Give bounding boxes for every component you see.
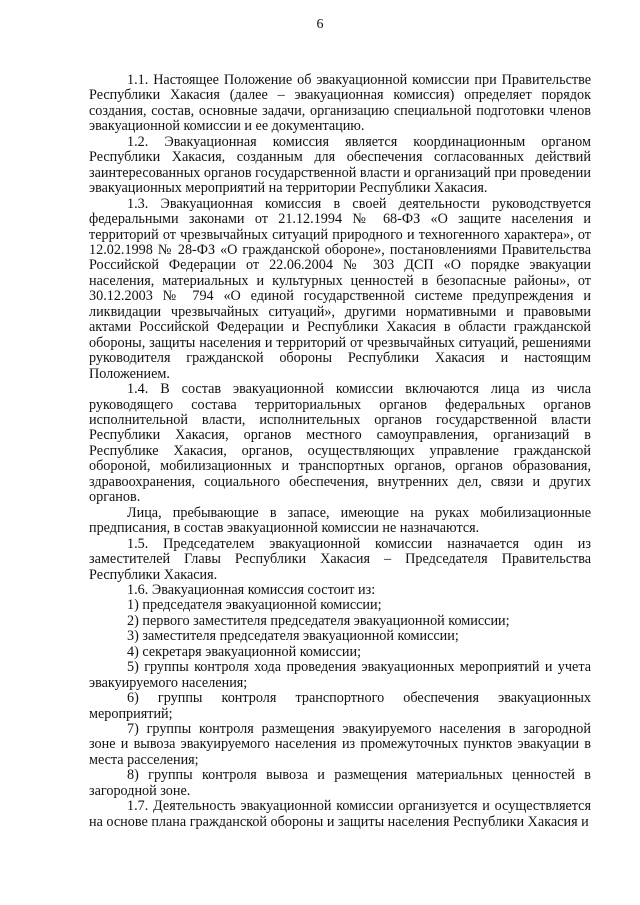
list-item-2: 2) первого заместителя председателя эвакуационной комиссии;	[127, 612, 510, 629]
paragraph-1-2: 1.2. Эвакуационная комиссия является координационным органом Республики Хакасия, созданным для обеспечения согласованных действий заинтересованных органов государственной власти и организаций при проведении эвакуационных мероприятий на территории Республики Хакасия.	[89, 133, 591, 197]
paragraph-reserve-persons: Лица, пребывающие в запасе, имеющие на руках мобилизационные предписания, в состав эвакуационной комиссии не назначаются.	[89, 504, 591, 537]
document-body	[89, 73, 591, 830]
paragraph-1-1: 1.1. Настоящее Положение об эвакуационной комиссии при Правительстве Республики Хакасия (далее – эвакуационная комиссия) определяет порядок создания, состав, основные задачи, организацию специальной подготовки членов эвакуационной комиссии и ее документацию.	[89, 72, 591, 135]
paragraph-1-7: 1.7. Деятельность эвакуационной комиссии организуется и осуществляется на основе плана гражданской обороны и защиты населения Республики Хакасия и	[89, 798, 591, 830]
list-item-3: 3) заместителя председателя эвакуационной комиссии;	[127, 628, 459, 645]
list-item-6: 6) группы контроля транспортного обеспечения эвакуационных мероприятий;	[89, 690, 591, 722]
list-item-4: 4) секретаря эвакуационной комиссии;	[127, 643, 362, 660]
list-item-5: 5) группы контроля хода проведения эвакуационных мероприятий и учета эвакуируемого населения;	[89, 659, 591, 691]
page-number: 6	[316, 17, 324, 32]
list-item-1: 1) председателя эвакуационной комиссии;	[127, 597, 382, 614]
paragraph-1-6: 1.6. Эвакуационная комиссия состоит из:	[127, 581, 376, 598]
paragraph-1-4: 1.4. В состав эвакуационной комиссии включаются лица из числа руководящего состава территориальных органов федеральных органов исполнительной власти, исполнительных органов государственной власти Республики Хакасия, органов местного самоуправления, организаций в Республике Хакасия, органов, осуществляющих управление гражданской обороной, мобилизационных и транспортных органов, органов образования, здравоохранения, социального обеспечения, внутренних дел, связи и других органов.	[89, 381, 591, 506]
list-item-8: 8) группы контроля вывоза и размещения материальных ценностей в загородной зоне.	[89, 767, 591, 799]
list-item-7: 7) группы контроля размещения эвакуируемого населения в загородной зоне и вывоза эвакуируемого населения из промежуточных пунктов эвакуации в места расселения;	[89, 721, 591, 768]
paragraph-1-5: 1.5. Председателем эвакуационной комиссии назначается один из заместителей Главы Республики Хакасия – Председателя Правительства Республики Хакасия.	[89, 535, 591, 583]
paragraph-1-3: 1.3. Эвакуационная комиссия в своей деятельности руководствуется федеральными законами от 21.12.1994 № 68-ФЗ «О защите населения и территорий от чрезвычайных ситуаций природного и техногенного характера», от 12.02.1998 № 28-ФЗ «О гражданской обороне», постановлениями Правительства Российской Федерации от 22.06.2004 № 303 ДСП «О порядке эвакуации населения, материальных и культурных ценностей в безопасные районы», от 30.12.2003 № 794 «О единой государственной системе предупреждения и ликвидации чрезвычайных ситуаций», другими нормативными и правовыми актами Российской Федерации и Республики Хакасия в области гражданской обороны, защиты населения и территорий от чрезвычайных ситуаций, решениями руководителя гражданской обороны Республики Хакасия и настоящим Положением.	[89, 195, 591, 382]
